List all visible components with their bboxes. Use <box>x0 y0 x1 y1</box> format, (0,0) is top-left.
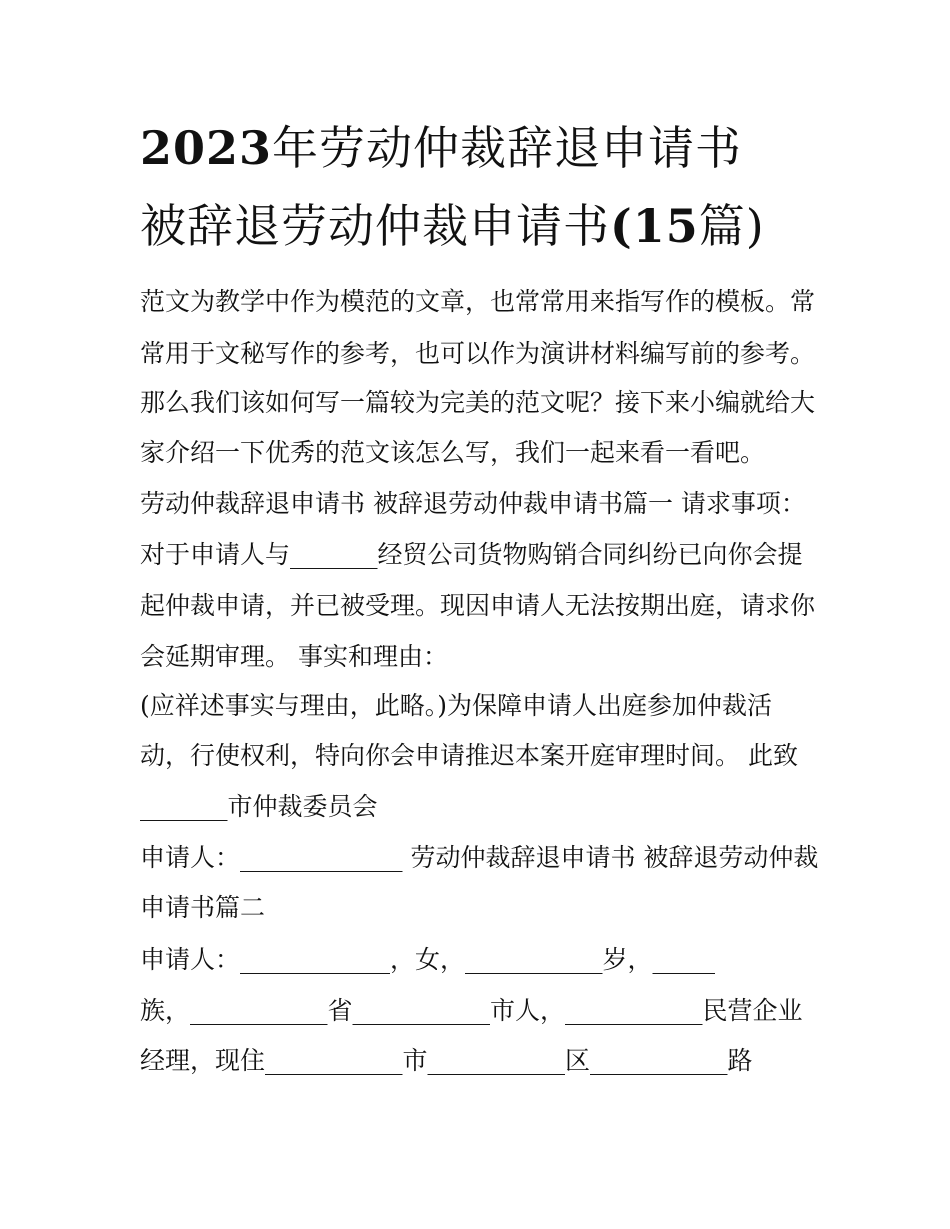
body-line: 申请人：_____________ 劳动仲裁辞退申请书 被辞退劳动仲裁 <box>140 843 819 872</box>
body-line: 对于申请人与_______经贸公司货物购销合同纠纷已向你会提 <box>140 540 803 569</box>
document-title-line-2 <box>140 196 840 256</box>
section-heading-line: 劳动仲裁辞退申请书 被辞退劳动仲裁申请书篇一 请求事项： <box>140 489 806 518</box>
body-line: 经理，现住___________市___________区___________路 <box>140 1046 753 1075</box>
body-line: 动，行使权利，特向你会申请推迟本案开庭审理时间。 此致 <box>140 741 798 770</box>
title-line-2-end: 篇) <box>698 199 765 253</box>
body-line: 常用于文秘写作的参考，也可以作为演讲材料编写前的参考。 <box>140 339 816 368</box>
title-year: 2023 <box>140 121 273 175</box>
body-line: 申请人：____________，女，___________岁，_____ <box>140 945 716 974</box>
document-title-line-1 <box>140 118 840 178</box>
body-line: (应祥述事实与理由，此略。)为保障申请人出庭参加仲裁活 <box>140 691 773 720</box>
body-line: 起仲裁申请，并已被受理。现因申请人无法按期出庭，请求你 <box>140 591 816 620</box>
body-line: 范文为教学中作为模范的文章，也常常用来指写作的模板。常 <box>140 287 816 316</box>
title-article-count: (15 <box>610 199 699 253</box>
body-line: 那么我们该如何写一篇较为完美的范文呢？接下来小编就给大 <box>140 388 816 417</box>
body-line: 家介绍一下优秀的范文该怎么写，我们一起来看一看吧。 <box>140 438 766 467</box>
section-heading-line: 申请书篇二 <box>140 893 266 922</box>
body-line: 族，___________省___________市人，___________民营企业 <box>140 996 803 1025</box>
title-line-2-text: 被辞退劳动仲裁申请书 <box>140 199 610 253</box>
body-line: _______市仲裁委员会 <box>140 792 378 821</box>
body-line: 会延期审理。 事实和理由： <box>140 642 448 671</box>
title-line-1-text: 年劳动仲裁辞退申请书 <box>272 121 743 175</box>
